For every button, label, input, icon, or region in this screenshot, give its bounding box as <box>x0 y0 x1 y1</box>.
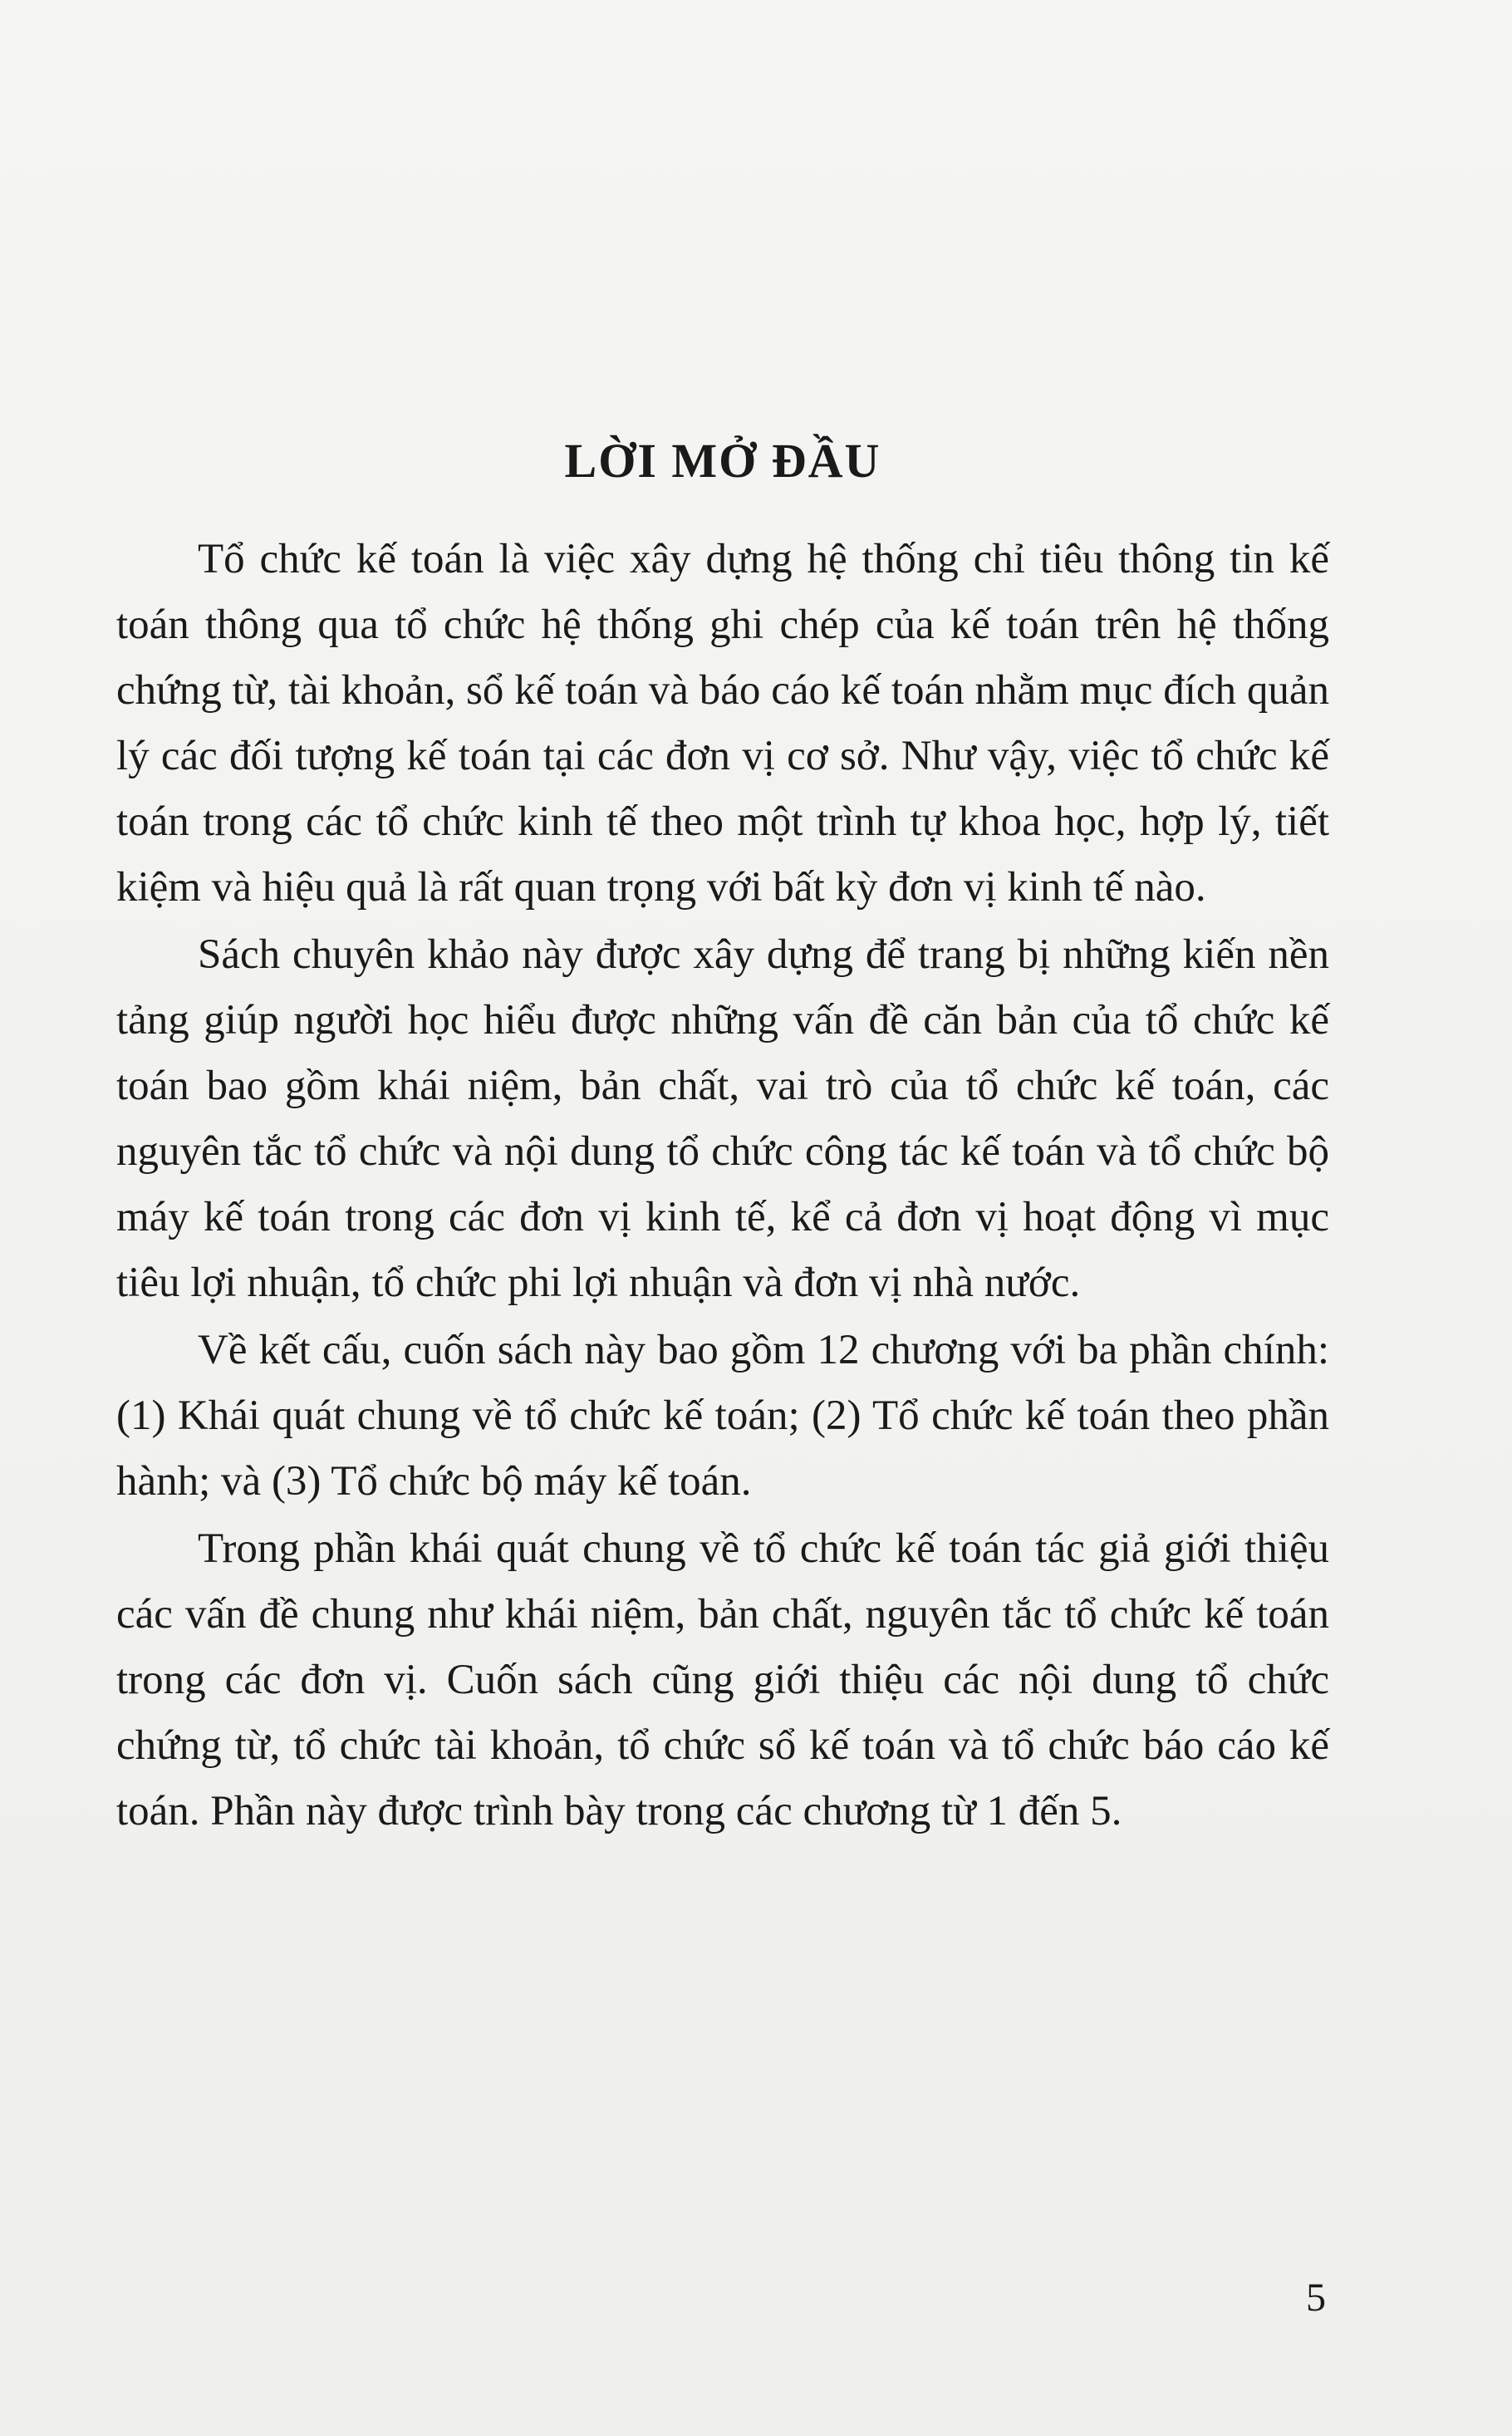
preface-text <box>116 432 1329 1846</box>
page-title: LỜI MỞ ĐẦU <box>564 434 881 488</box>
paragraph-2: Sách chuyên khảo này được xây dựng để trang bị những kiến nền tảng giúp người học hiểu được những vấn đề căn bản của tổ chức kế toán bao gồm khái niệm, bản chất, vai trò của tổ chức kế toán, các nguyên tắc tổ chức và nội dung tổ chức công tác kế toán và tổ chức bộ máy kế toán trong các đơn vị kinh tế, kể cả đơn vị hoạt động vì mục tiêu lợi nhuận, tổ chức phi lợi nhuận và đơn vị nhà nước. <box>116 931 1329 1306</box>
paragraph-1: Tổ chức kế toán là việc xây dựng hệ thống chỉ tiêu thông tin kế toán thông qua tổ chức hệ thống ghi chép của kế toán trên hệ thống chứng từ, tài khoản, sổ kế toán và báo cáo kế toán nhằm mục đích quản lý các đối tượng kế toán tại các đơn vị cơ sở. Như vậy, việc tổ chức kế toán trong các tổ chức kinh tế theo một trình tự khoa học, hợp lý, tiết kiệm và hiệu quả là rất quan trọng với bất kỳ đơn vị kinh tế nào. <box>116 535 1329 911</box>
paragraph-4: Trong phần khái quát chung về tổ chức kế toán tác giả giới thiệu các vấn đề chung như khái niệm, bản chất, nguyên tắc tổ chức kế toán trong các đơn vị. Cuốn sách cũng giới thiệu các nội dung tổ chức chứng từ, tổ chức tài khoản, tổ chức sổ kế toán và tổ chức báo cáo kế toán. Phần này được trình bày trong các chương từ 1 đến 5. <box>116 1525 1329 1834</box>
page-number: 5 <box>1306 2276 1326 2320</box>
paragraph-3: Về kết cấu, cuốn sách này bao gồm 12 chương với ba phần chính: (1) Khái quát chung về tổ chức kế toán; (2) Tổ chức kế toán theo phần hành; và (3) Tổ chức bộ máy kế toán. <box>116 1326 1329 1505</box>
